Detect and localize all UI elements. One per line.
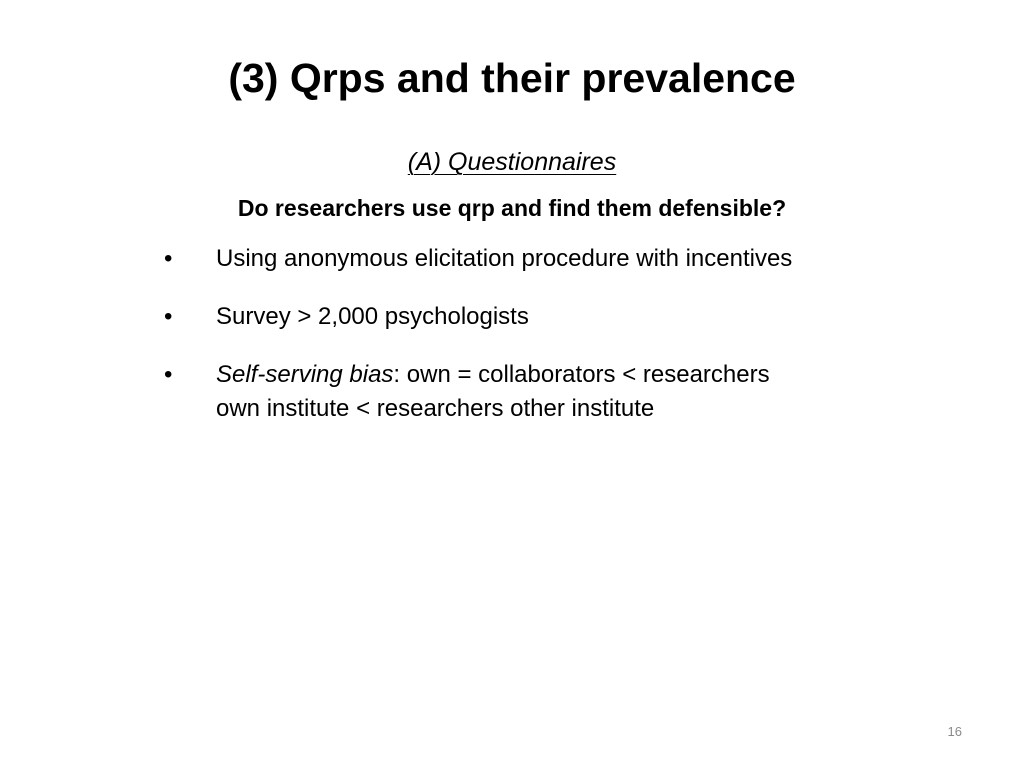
bullet-item <box>160 358 820 426</box>
section-subtitle: (A) Questionnaires <box>407 148 617 176</box>
bullet-text: Survey > 2,000 psychologists <box>216 303 529 330</box>
page-number: 16 <box>947 724 962 739</box>
bullet-item <box>160 300 820 334</box>
bullet-list <box>160 242 820 450</box>
bullet-emphasis: Self-serving bias <box>216 361 394 388</box>
question-heading: Do researchers use qrp and find them defensible? <box>237 195 787 221</box>
slide-title: (3) Qrps and their prevalence <box>228 55 796 101</box>
bullet-item <box>160 242 820 276</box>
bullet-marker: • <box>164 361 173 388</box>
bullet-marker: • <box>164 245 173 272</box>
bullet-marker: • <box>164 303 173 330</box>
bullet-text: : own = collaborators < researchers own institute < researchers other institute <box>216 361 770 422</box>
bullet-text: Using anonymous elicitation procedure with incentives <box>216 245 793 272</box>
